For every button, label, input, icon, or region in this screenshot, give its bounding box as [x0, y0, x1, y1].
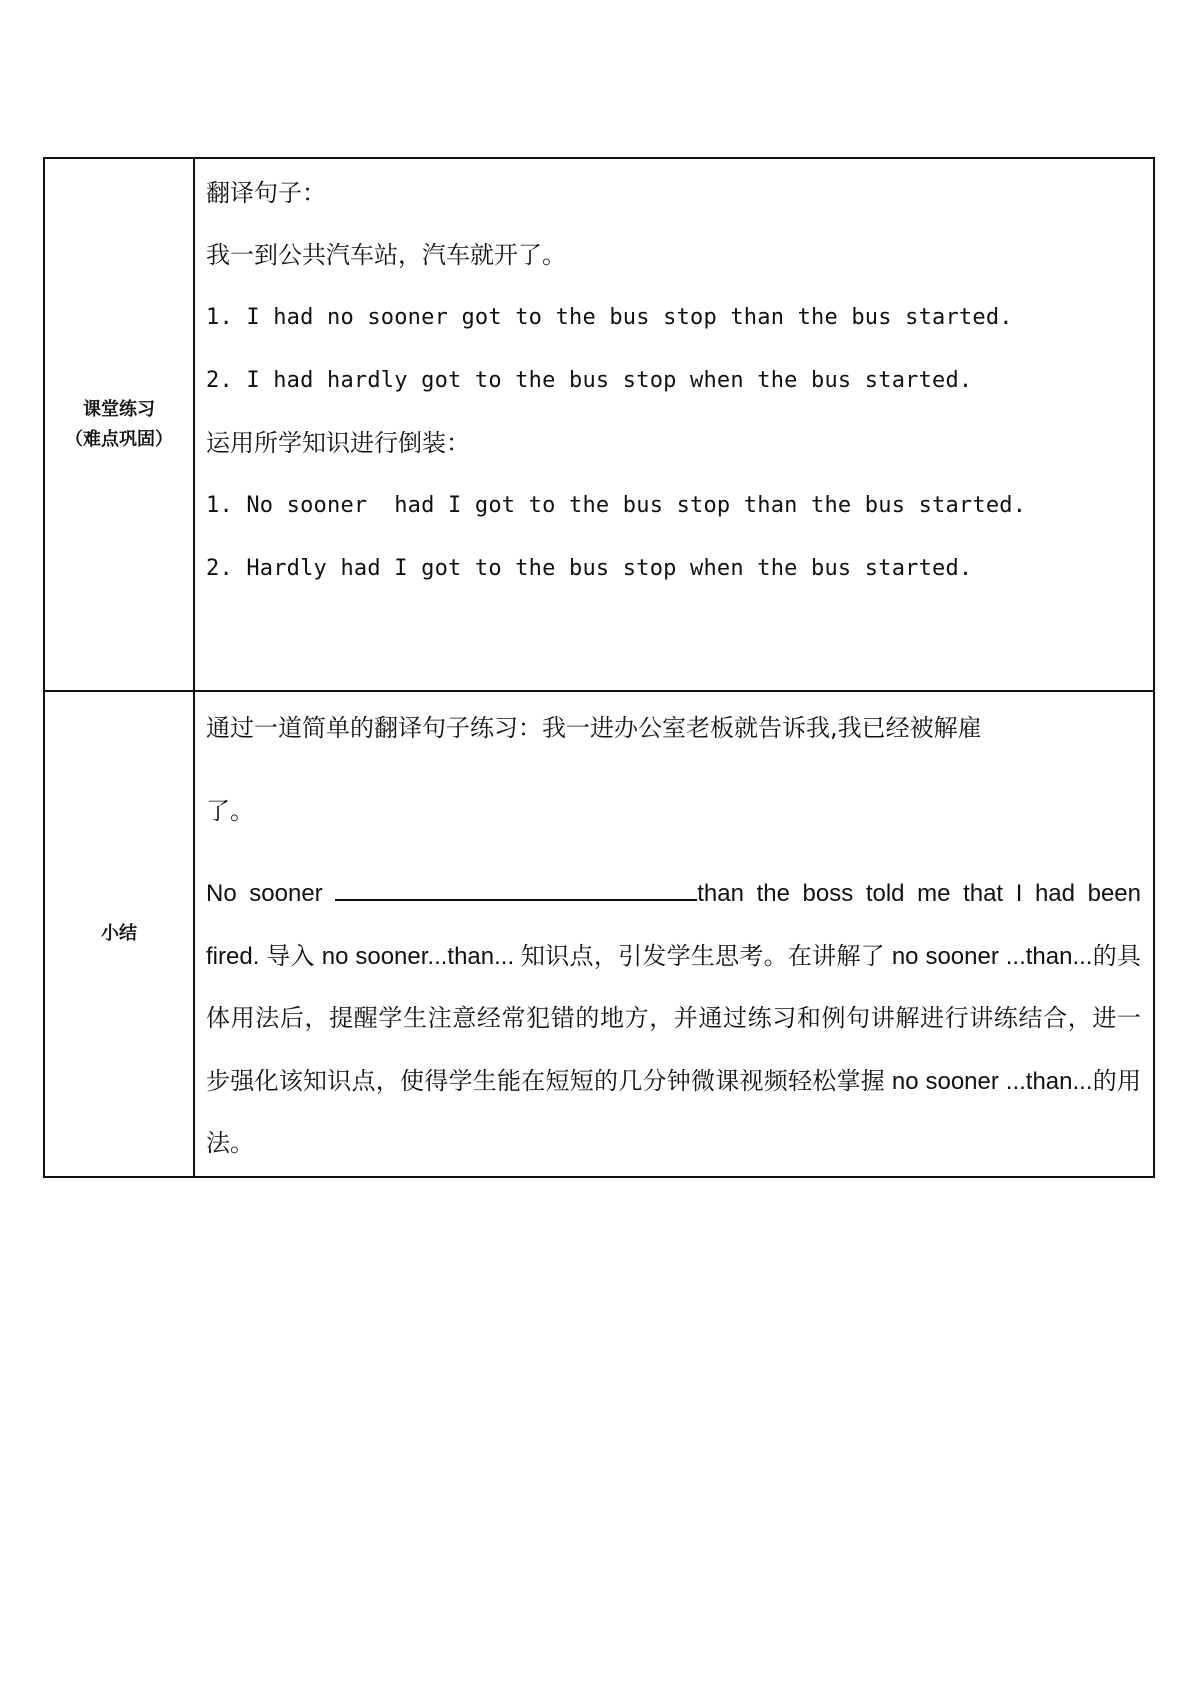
summary-label: 小结 — [101, 923, 137, 944]
exercise-prefix: No sooner — [206, 880, 336, 907]
practice-row — [44, 158, 1154, 691]
inversion-2: 2. Hardly had I got to the bus stop when the bus started. — [206, 556, 973, 581]
lesson-table — [43, 157, 1155, 1178]
inversion-1: 1. No sooner had I got to the bus stop than the bus started. — [206, 493, 1027, 518]
summary-intro-end: 了。 — [206, 797, 254, 825]
source-sentence: 我一到公共汽车站，汽车就开了。 — [206, 241, 566, 269]
practice-label-cell — [44, 158, 194, 691]
exercise-suffix: than the boss told me that I had been fired. — [206, 880, 1141, 970]
summary-paragraph — [206, 863, 1141, 1176]
inversion-heading: 运用所学知识进行倒装： — [206, 429, 470, 457]
translate-heading: 翻译句子： — [206, 179, 326, 207]
practice-content-cell — [194, 158, 1154, 691]
translation-2: 2. I had hardly got to the bus stop when the bus started. — [206, 368, 973, 393]
practice-label: 课堂练习 — [83, 398, 155, 420]
practice-sublabel: （难点巩固） — [65, 428, 173, 450]
summary-explanation: 导入 no sooner...than... 知识点，引发学生思考。在讲解了 no sooner ...than...的具体用法后，提醒学生注意经常犯错的地方，并通过练习和例句讲解进行讲练结合，进一步强化该知识点，使得学生能在短短的几分钟微课视频轻松掌握 no sooner ...than...的用法。 — [206, 942, 1141, 1157]
fill-in-blank — [335, 875, 697, 901]
summary-row — [44, 691, 1154, 1177]
summary-label-cell — [44, 691, 194, 1177]
summary-intro: 通过一道简单的翻译句子练习：我一进办公室老板就告诉我,我已经被解雇 — [206, 714, 982, 742]
translation-1: 1. I had no sooner got to the bus stop than the bus started. — [206, 305, 1013, 330]
summary-content-cell — [194, 691, 1154, 1177]
